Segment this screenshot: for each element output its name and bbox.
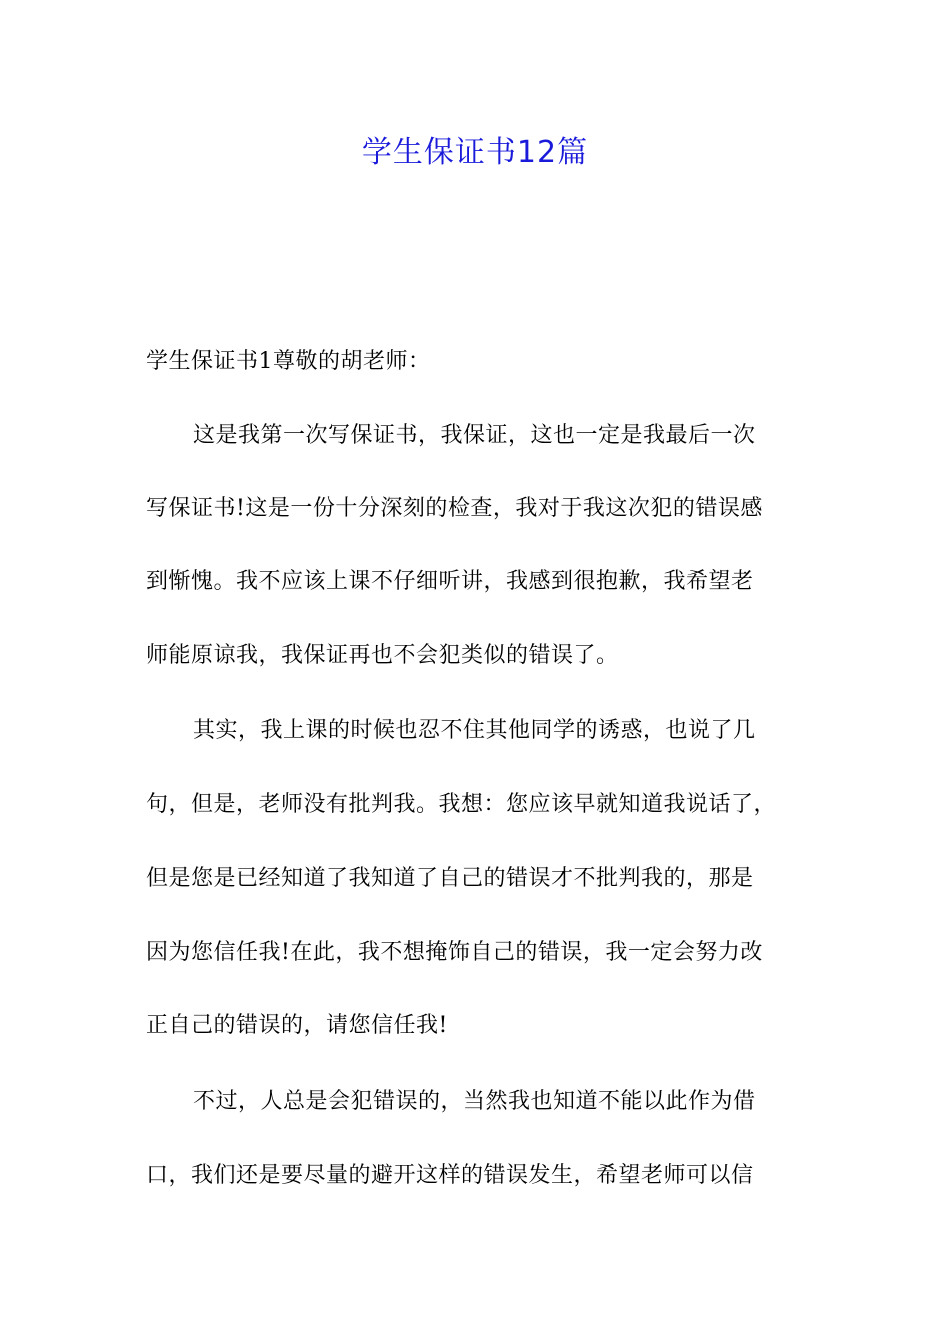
text-line: 口，我们还是要尽量的避开这样的错误发生，希望老师可以信 — [146, 1163, 754, 1188]
text-line: 师能原谅我，我保证再也不会犯类似的错误了。 — [146, 643, 619, 668]
text-line: 到惭愧。我不应该上课不仔细听讲，我感到很抱歉，我希望老 — [146, 569, 754, 594]
text-line: 但是您是已经知道了我知道了自己的错误才不批判我的，那是 — [146, 866, 754, 891]
text-line-salutation: 学生保证书1尊敬的胡老师： — [146, 349, 431, 374]
document-title: 学生保证书12篇 — [361, 135, 589, 170]
text-line: 句，但是，老师没有批判我。我想：您应该早就知道我说话了， — [146, 792, 777, 817]
text-line: 正自己的错误的，请您信任我! — [146, 1013, 448, 1038]
text-line: 写保证书!这是一份十分深刻的检查，我对于我这次犯的错误感 — [146, 496, 763, 521]
text-line-paragraph-3-start: 不过，人总是会犯错误的，当然我也知道不能以此作为借 — [193, 1089, 756, 1114]
text-line-paragraph-1-start: 这是我第一次写保证书，我保证，这也一定是我最后一次 — [193, 423, 756, 448]
text-line-paragraph-2-start: 其实，我上课的时候也忍不住其他同学的诱惑，也说了几 — [193, 718, 756, 743]
text-line: 因为您信任我!在此，我不想掩饰自己的错误，我一定会努力改 — [146, 940, 763, 965]
